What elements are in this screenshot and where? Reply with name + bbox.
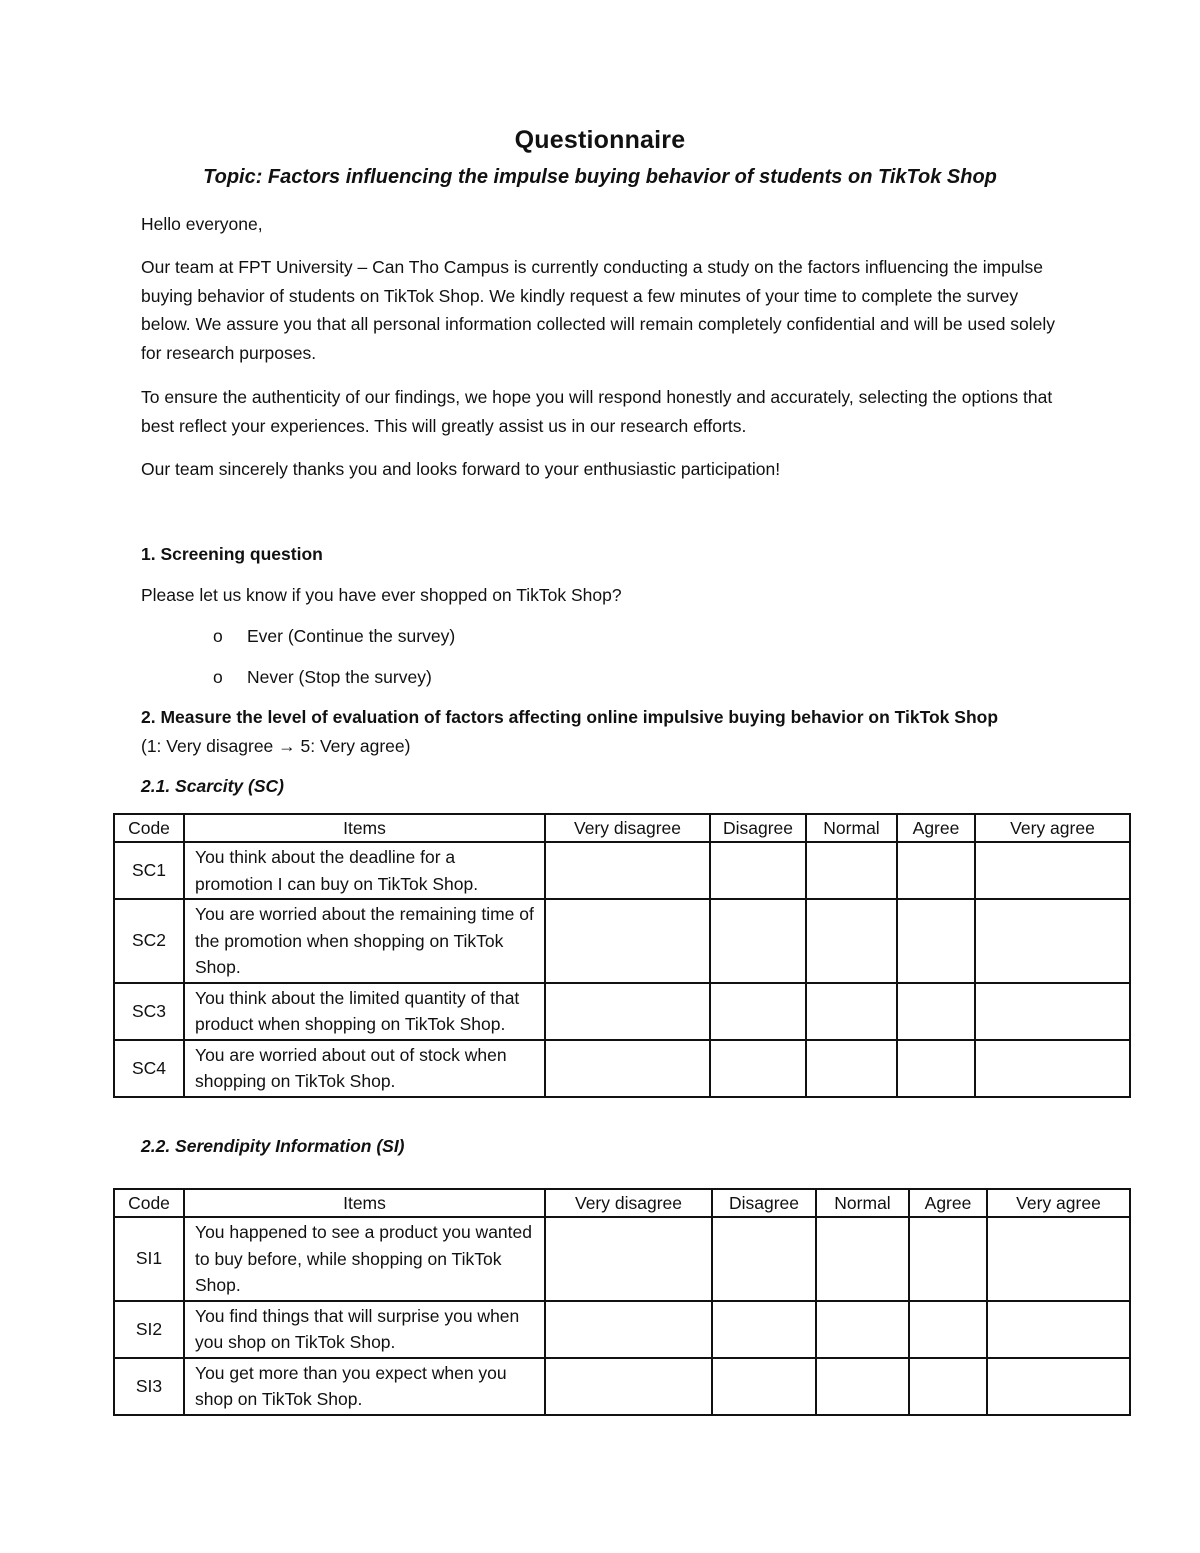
- rating-cell-very-disagree[interactable]: [545, 1301, 712, 1358]
- row-item: You think about the limited quantity of that product when shopping on TikTok Shop.: [184, 983, 545, 1040]
- rating-cell-very-disagree[interactable]: [545, 983, 710, 1040]
- rating-cell-disagree[interactable]: [710, 983, 806, 1040]
- rating-cell-disagree[interactable]: [710, 842, 806, 899]
- table-row: [114, 983, 1130, 1040]
- row-item: You get more than you expect when you shop on TikTok Shop.: [184, 1358, 545, 1415]
- radio-bullet: o: [213, 667, 223, 687]
- rating-cell-agree[interactable]: [897, 899, 975, 983]
- col-very-disagree-header: Very disagree: [545, 1189, 712, 1217]
- row-code: SC3: [114, 983, 184, 1040]
- col-agree-header: Agree: [909, 1189, 987, 1217]
- row-item: You find things that will surprise you when you shop on TikTok Shop.: [184, 1301, 545, 1358]
- rating-cell-agree[interactable]: [909, 1301, 987, 1358]
- option-label: Never (Stop the survey): [247, 667, 432, 687]
- scale-note: (1: Very disagree → 5: Very agree): [141, 736, 411, 756]
- radio-bullet: o: [213, 626, 223, 646]
- table-row: [114, 842, 1130, 899]
- screening-option-ever[interactable]: [213, 624, 455, 648]
- row-code: SI3: [114, 1358, 184, 1415]
- row-code: SC1: [114, 842, 184, 899]
- rating-cell-very-disagree[interactable]: [545, 1217, 712, 1301]
- col-code-header: Code: [114, 814, 184, 842]
- col-normal-header: Normal: [816, 1189, 909, 1217]
- col-very-disagree-header: Very disagree: [545, 814, 710, 842]
- rating-cell-normal[interactable]: [816, 1217, 909, 1301]
- rating-cell-agree[interactable]: [897, 983, 975, 1040]
- table-header-row: [114, 814, 1130, 842]
- rating-cell-very-agree[interactable]: [987, 1358, 1130, 1415]
- rating-cell-very-agree[interactable]: [975, 1040, 1130, 1097]
- col-very-agree-header: Very agree: [975, 814, 1130, 842]
- row-code: SI1: [114, 1217, 184, 1301]
- option-label: Ever (Continue the survey): [247, 626, 456, 646]
- table-row: [114, 1358, 1130, 1415]
- rating-cell-agree[interactable]: [909, 1217, 987, 1301]
- measure-heading: 2. Measure the level of evaluation of factors affecting online impulsive buying behavior on TikTok Shop: [141, 707, 999, 727]
- rating-cell-very-agree[interactable]: [975, 983, 1130, 1040]
- rating-cell-normal[interactable]: [816, 1301, 909, 1358]
- col-very-agree-header: Very agree: [987, 1189, 1130, 1217]
- table-row: [114, 899, 1130, 983]
- row-item: You think about the deadline for a promotion I can buy on TikTok Shop.: [184, 842, 545, 899]
- row-code: SI2: [114, 1301, 184, 1358]
- rating-cell-disagree[interactable]: [712, 1358, 816, 1415]
- rating-cell-disagree[interactable]: [710, 1040, 806, 1097]
- row-code: SC2: [114, 899, 184, 983]
- rating-cell-very-agree[interactable]: [987, 1301, 1130, 1358]
- col-normal-header: Normal: [806, 814, 897, 842]
- row-item: You are worried about the remaining time of the promotion when shopping on TikTok Shop.: [184, 899, 545, 983]
- measure-block: [141, 703, 1081, 761]
- rating-cell-disagree[interactable]: [712, 1301, 816, 1358]
- greeting: Hello everyone,: [141, 214, 263, 234]
- rating-cell-normal[interactable]: [806, 842, 897, 899]
- intro-paragraph-2: To ensure the authenticity of our findings, we hope you will respond honestly and accurately, selecting the options that best reflect your experiences. This will greatly assist us in our research efforts.: [141, 387, 1053, 436]
- table-row: [114, 1301, 1130, 1358]
- col-agree-header: Agree: [897, 814, 975, 842]
- row-item: You happened to see a product you wanted to buy before, while shopping on TikTok Shop.: [184, 1217, 545, 1301]
- rating-cell-very-agree[interactable]: [975, 842, 1130, 899]
- section-title-scarcity: 2.1. Scarcity (SC): [141, 776, 284, 796]
- screening-question: Please let us know if you have ever shopped on TikTok Shop?: [141, 585, 622, 605]
- rating-cell-agree[interactable]: [897, 842, 975, 899]
- scarcity-table: [113, 813, 1131, 1098]
- rating-cell-very-agree[interactable]: [987, 1217, 1130, 1301]
- row-item: You are worried about out of stock when shopping on TikTok Shop.: [184, 1040, 545, 1097]
- rating-cell-normal[interactable]: [806, 899, 897, 983]
- table-row: [114, 1217, 1130, 1301]
- rating-cell-disagree[interactable]: [712, 1217, 816, 1301]
- col-disagree-header: Disagree: [710, 814, 806, 842]
- rating-cell-very-disagree[interactable]: [545, 842, 710, 899]
- topic-subtitle: Topic: Factors influencing the impulse buying behavior of students on TikTok Shop: [203, 166, 997, 188]
- rating-cell-very-disagree[interactable]: [545, 1040, 710, 1097]
- page-title: Questionnaire: [514, 126, 686, 154]
- screening-option-never[interactable]: [213, 665, 432, 689]
- table-header-row: [114, 1189, 1130, 1217]
- rating-cell-agree[interactable]: [897, 1040, 975, 1097]
- col-disagree-header: Disagree: [712, 1189, 816, 1217]
- rating-cell-very-disagree[interactable]: [545, 1358, 712, 1415]
- intro-paragraph-3: Our team sincerely thanks you and looks forward to your enthusiastic participation!: [141, 459, 781, 479]
- intro-paragraph-1: Our team at FPT University – Can Tho Campus is currently conducting a study on the factors influencing the impulse buying behavior of students on TikTok Shop. We kindly request a few minutes of your time to complete the survey below. We assure you that all personal information collected will remain completely confidential and will be used solely for research purposes.: [141, 257, 1056, 363]
- col-code-header: Code: [114, 1189, 184, 1217]
- rating-cell-normal[interactable]: [806, 1040, 897, 1097]
- col-items-header: Items: [184, 814, 545, 842]
- col-items-header: Items: [184, 1189, 545, 1217]
- serendipity-table: [113, 1188, 1131, 1416]
- rating-cell-very-agree[interactable]: [975, 899, 1130, 983]
- rating-cell-agree[interactable]: [909, 1358, 987, 1415]
- section-title-serendipity: 2.2. Serendipity Information (SI): [141, 1136, 405, 1156]
- table-row: [114, 1040, 1130, 1097]
- rating-cell-disagree[interactable]: [710, 899, 806, 983]
- rating-cell-normal[interactable]: [806, 983, 897, 1040]
- rating-cell-normal[interactable]: [816, 1358, 909, 1415]
- rating-cell-very-disagree[interactable]: [545, 899, 710, 983]
- row-code: SC4: [114, 1040, 184, 1097]
- screening-heading: 1. Screening question: [141, 544, 323, 564]
